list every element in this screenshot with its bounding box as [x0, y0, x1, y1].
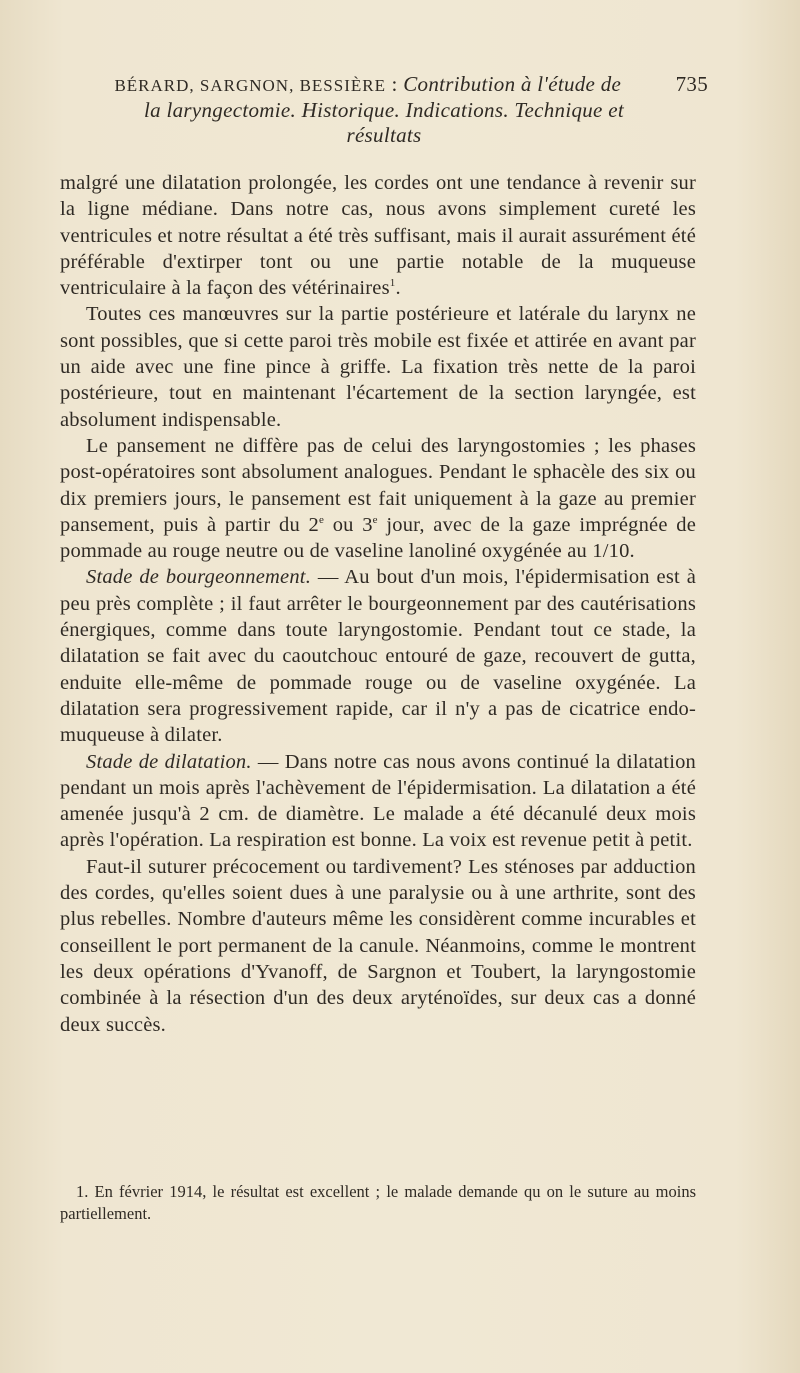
page-number: 735: [675, 72, 708, 96]
paragraph-3: [60, 433, 696, 564]
paragraph-4-text: — Au bout d'un mois, l'épidermisation est à peu près complète ; il faut arrêter le bourgeonnement par des cautérisations énergiques, comme dans toute laryngostomie. Pendant tout ce stade, la dilatation se fait avec du caoutchouc entouré de gaze, recouvert de gutta, enduite elle-même de pommade rouge ou de vaseline oxygénée. La dilatation sera progressivement rapide, car il n'y a pas de cicatrice endo-muqueuse à dilater.: [60, 566, 696, 747]
paragraph-6: Faut-il suturer précocement ou tardivement? Les sténoses par adduction des cordes, qu'elles soient dues à une paralysie ou à une arthrite, sont des plus rebelles. Nombre d'auteurs même les considèrent comme incurables et conseillent le port permanent de la canule. Néanmoins, comme le montrent les deux opérations d'Yvanoff, de Sargnon et Toubert, la laryngostomie combinée à la résection d'un des deux aryténoïdes, sur deux cas a donné deux succès.: [60, 855, 696, 1036]
header-separator: :: [386, 72, 404, 96]
paragraph-1-text: malgré une dilatation prolongée, les cordes ont une tendance à revenir sur la ligne médiane. Dans notre cas, nous avons simplement cureté les ventricules et notre résultat a été très suffisant, mais il aurait assurément été préférable d'extirper tont ou une partie notable de la muqueuse ventriculaire à la façon des vétérinaires: [60, 172, 696, 300]
paragraph-5: [60, 749, 696, 854]
header-title-part-1: Contribution à l'étude de: [403, 72, 622, 96]
paragraph-3-text-c: jour, avec de la gaze imprégnée de pommade au rouge neutre ou de vaseline lanoliné oxygénée au 1/10.: [60, 513, 696, 563]
header-title-part-2: la laryngectomie. Historique. Indications. Technique et: [144, 98, 624, 122]
paragraph-2: Toutes ces manœuvres sur la partie postérieure et latérale du larynx ne sont possibles, que si cette paroi très mobile est fixée et attirée en avant par un aide avec une fine pince à griffe. La fixation très nette de la paroi postérieure, tout en maintenant l'écartement de la section laryngée, est absolument indispensable.: [60, 303, 696, 431]
paragraph-3-text-a: Le pansement ne diffère pas de celui des laryngostomies ; les phases post-opératoires sont absolument analogues. Pendant le sphacèle des six ou dix premiers jours, le pansement est fait uniquement à la gaze au premier pansement, puis à partir du 2: [60, 434, 696, 536]
body-text: [60, 170, 696, 1038]
header-line-1: [60, 72, 708, 98]
paragraph-1: [60, 170, 696, 301]
section-title-bourgeonnement: Stade de bourgeonnement.: [86, 566, 312, 589]
running-header: [60, 72, 708, 148]
ordinal-sup-1: e: [319, 514, 325, 527]
paragraph-3-text-b: ou 3: [324, 513, 373, 536]
paragraph-4: [60, 564, 696, 748]
paragraph-5-text: — Dans notre cas nous avons continué la dilatation pendant un mois après l'achèvement de l'épidermisation. La dilatation a été amenée jusqu'à 2 cm. de diamètre. Le malade a été décanulé deux mois après l'opération. La respiration est bonne. La voix est revenue petit à petit.: [60, 750, 696, 852]
ordinal-sup-2: e: [372, 514, 378, 527]
footnote: [60, 1181, 696, 1225]
paragraph-1-end: .: [395, 277, 401, 300]
header-authors: BÉRARD, SARGNON, BESSIÈRE: [114, 76, 386, 95]
header-title-part-3: résultats: [346, 123, 422, 147]
section-title-dilatation: Stade de dilatation.: [86, 750, 252, 773]
footnote-text: 1. En février 1914, le résultat est excellent ; le malade demande qu on le suture au moins partiellement.: [60, 1182, 696, 1223]
footnote-ref: 1: [389, 277, 396, 290]
